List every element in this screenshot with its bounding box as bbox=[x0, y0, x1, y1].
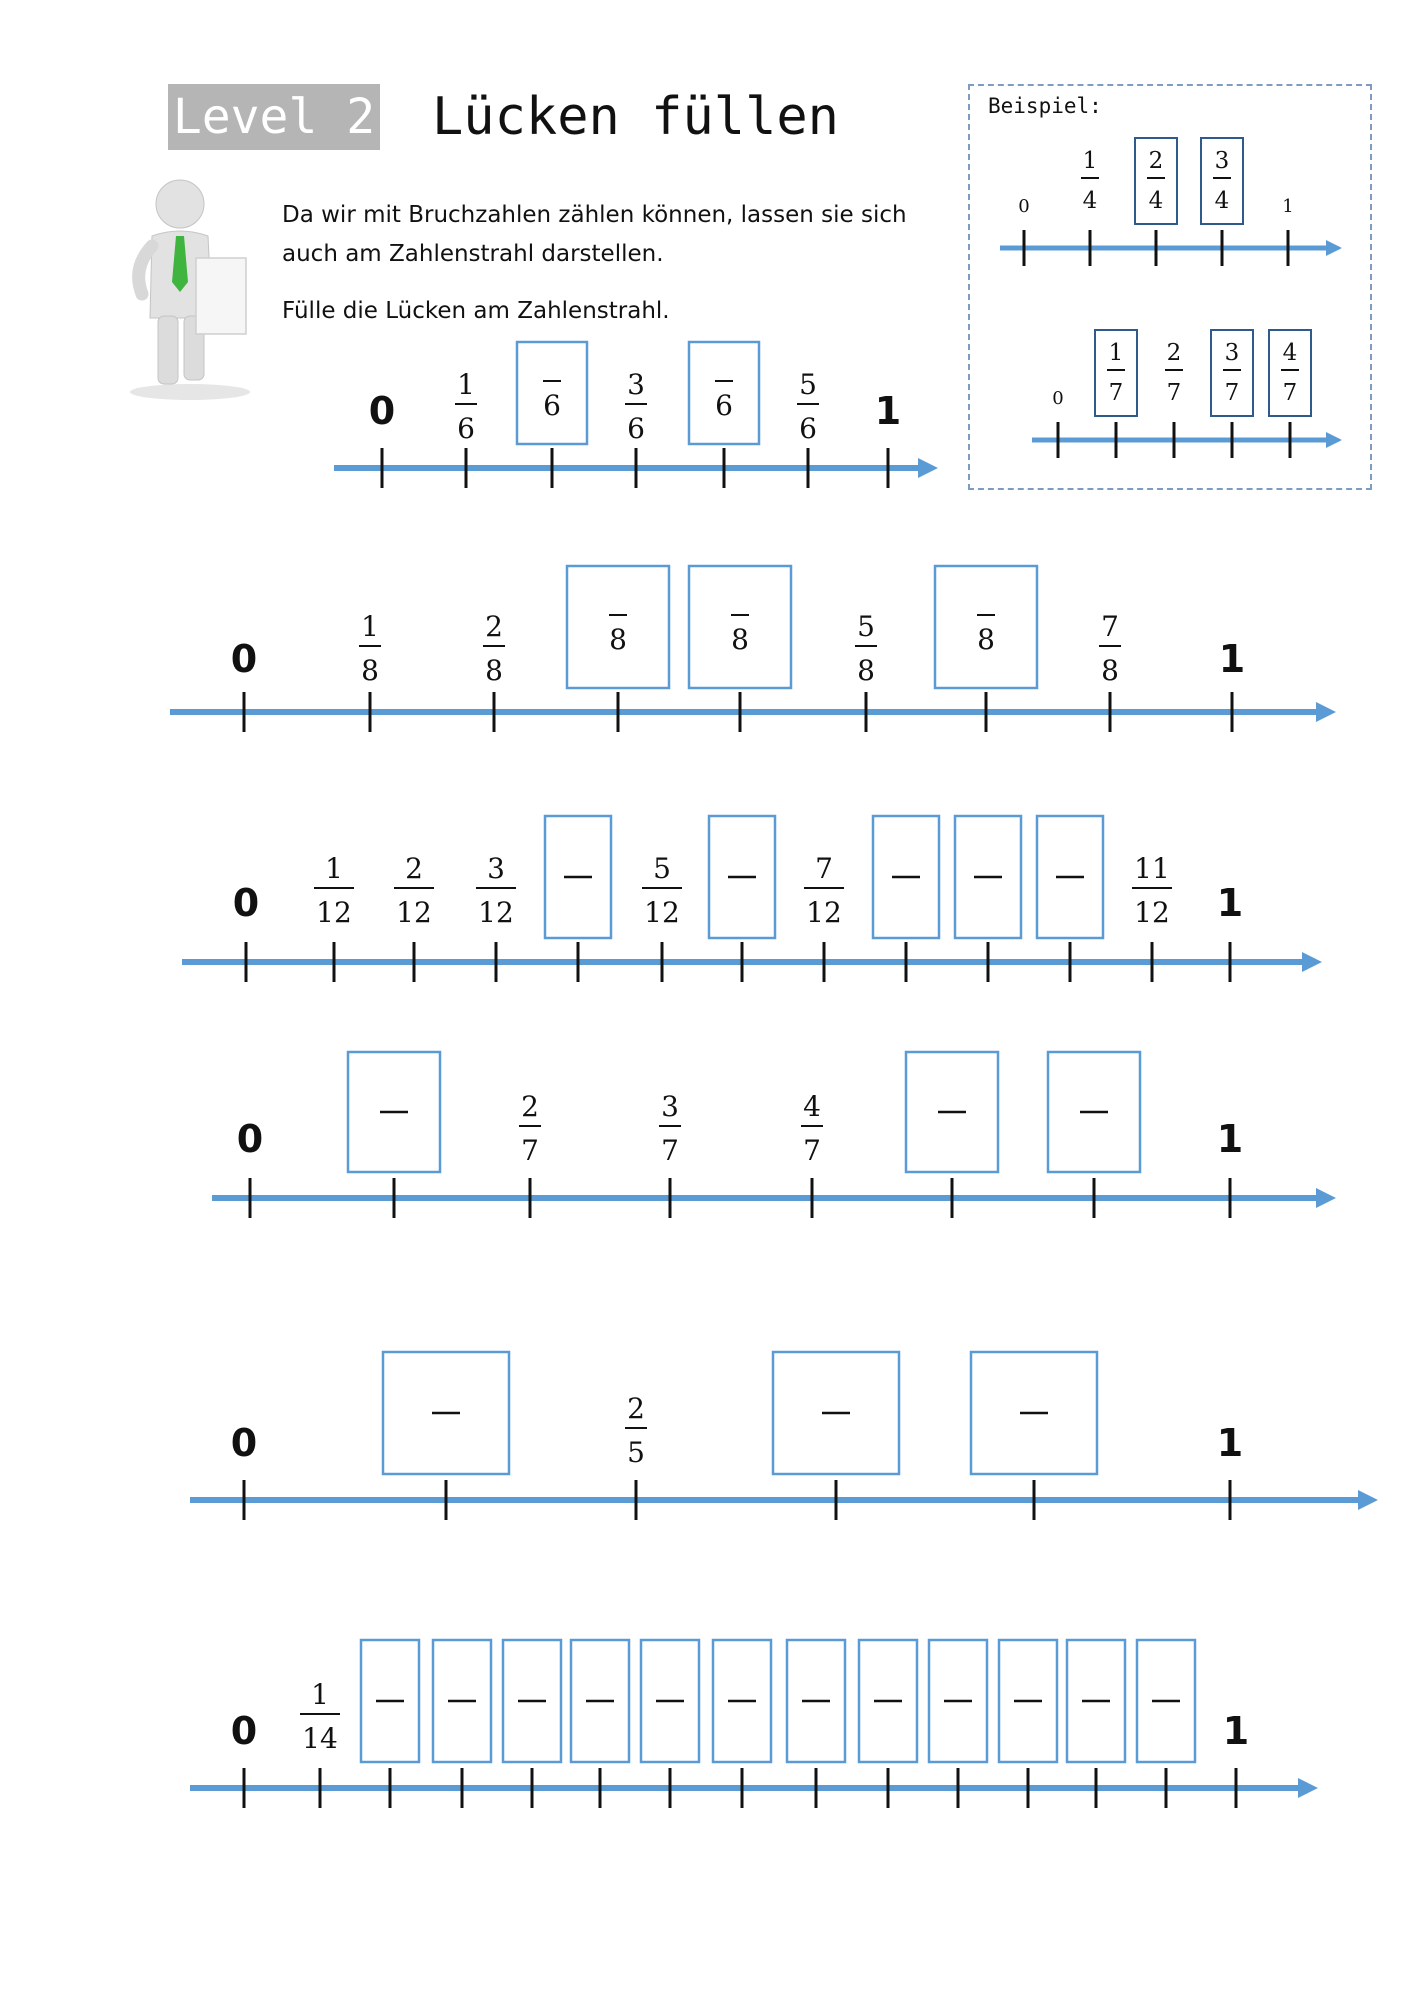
answer-box[interactable] bbox=[859, 1640, 917, 1762]
example-line-1 bbox=[1000, 138, 1342, 266]
example-fraction bbox=[1081, 148, 1099, 214]
denominator: 7 bbox=[661, 1134, 679, 1167]
start-label: 0 bbox=[368, 389, 396, 433]
fraction-label bbox=[519, 1090, 541, 1167]
answer-box[interactable] bbox=[713, 1640, 771, 1762]
denominator: 12 bbox=[478, 896, 514, 929]
example-boxed-fraction bbox=[1211, 330, 1253, 416]
fraction-label bbox=[642, 852, 682, 929]
answer-box[interactable] bbox=[567, 566, 669, 688]
number-line-2 bbox=[170, 566, 1336, 732]
denominator: 6 bbox=[715, 389, 733, 422]
example-title: Beispiel: bbox=[988, 94, 1102, 118]
start-label: 0 bbox=[230, 637, 258, 681]
numerator: 1 bbox=[457, 368, 475, 401]
answer-box[interactable] bbox=[641, 1640, 699, 1762]
denominator: 6 bbox=[543, 389, 561, 422]
denominator: 4 bbox=[1214, 188, 1230, 214]
denominator: 6 bbox=[627, 412, 645, 445]
answer-box[interactable] bbox=[689, 566, 791, 688]
level-badge: Level 2 bbox=[168, 84, 380, 150]
denominator: 8 bbox=[857, 654, 875, 687]
fraction-label bbox=[1099, 610, 1121, 687]
denominator: 12 bbox=[644, 896, 680, 929]
end-label: 1 bbox=[1216, 1117, 1244, 1161]
denominator: 8 bbox=[1101, 654, 1119, 687]
arrow-head-icon bbox=[918, 458, 938, 478]
number-line-3 bbox=[182, 816, 1322, 982]
answer-box[interactable] bbox=[545, 816, 611, 938]
answer-box[interactable] bbox=[773, 1352, 899, 1474]
numerator: 2 bbox=[405, 852, 423, 885]
page-title: Lücken füllen bbox=[432, 87, 839, 147]
answer-box[interactable] bbox=[709, 816, 775, 938]
denominator: 8 bbox=[485, 654, 503, 687]
arrow-head-icon bbox=[1358, 1490, 1378, 1510]
answer-box[interactable] bbox=[503, 1640, 561, 1762]
fraction-label bbox=[659, 1090, 681, 1167]
example-boxed-fraction bbox=[1135, 138, 1177, 224]
numerator: 5 bbox=[653, 852, 671, 885]
numerator: 1 bbox=[1108, 340, 1124, 366]
numerator: 2 bbox=[485, 610, 503, 643]
numerator: 1 bbox=[1082, 148, 1098, 174]
arrow-head-icon bbox=[1302, 952, 1322, 972]
answer-box[interactable] bbox=[1048, 1052, 1140, 1172]
denominator: 14 bbox=[302, 1722, 338, 1755]
fraction-label bbox=[1132, 852, 1172, 929]
numerator: 3 bbox=[661, 1090, 679, 1123]
end-label: 1 bbox=[1218, 637, 1246, 681]
number-line-4 bbox=[212, 1052, 1336, 1218]
answer-box[interactable] bbox=[361, 1640, 419, 1762]
numerator: 1 bbox=[311, 1678, 329, 1711]
numerator: 1 bbox=[361, 610, 379, 643]
fraction-label bbox=[804, 852, 844, 929]
end-label: 1 bbox=[1216, 1421, 1244, 1465]
fraction-label bbox=[483, 610, 505, 687]
denominator: 12 bbox=[316, 896, 352, 929]
fraction-label bbox=[300, 1678, 340, 1755]
answer-box[interactable] bbox=[971, 1352, 1097, 1474]
number-line-6 bbox=[190, 1640, 1318, 1808]
numerator: 3 bbox=[1214, 148, 1230, 174]
denominator: 4 bbox=[1082, 188, 1098, 214]
answer-box[interactable] bbox=[1037, 816, 1103, 938]
numerator: 2 bbox=[627, 1392, 645, 1425]
denominator: 7 bbox=[1108, 380, 1124, 406]
denominator: 8 bbox=[977, 623, 995, 656]
arrow-head-icon bbox=[1298, 1778, 1318, 1798]
fraction-label bbox=[797, 368, 819, 445]
start-label: 0 bbox=[236, 1117, 264, 1161]
example-boxed-fraction bbox=[1201, 138, 1243, 224]
answer-box[interactable] bbox=[689, 342, 759, 444]
answer-box[interactable] bbox=[935, 566, 1037, 688]
denominator: 7 bbox=[1282, 380, 1298, 406]
example-boxed-fraction bbox=[1095, 330, 1137, 416]
numerator: 7 bbox=[1101, 610, 1119, 643]
numerator: 4 bbox=[803, 1090, 821, 1123]
example-start-label: 0 bbox=[1052, 388, 1064, 409]
denominator: 7 bbox=[521, 1134, 539, 1167]
answer-box[interactable] bbox=[906, 1052, 998, 1172]
businessman-holding-paper-icon bbox=[130, 180, 250, 400]
answer-box[interactable] bbox=[433, 1640, 491, 1762]
instruction-text: Fülle die Lücken am Zahlenstrahl. bbox=[282, 298, 670, 324]
numerator: 3 bbox=[627, 368, 645, 401]
fraction-label bbox=[625, 1392, 647, 1469]
number-line-1 bbox=[334, 342, 938, 488]
answer-box[interactable] bbox=[1067, 1640, 1125, 1762]
arrow-head-icon bbox=[1316, 702, 1336, 722]
answer-box[interactable] bbox=[955, 816, 1021, 938]
numerator: 7 bbox=[815, 852, 833, 885]
example-fraction bbox=[1165, 340, 1183, 406]
denominator: 6 bbox=[457, 412, 475, 445]
numerator: 3 bbox=[1224, 340, 1240, 366]
example-start-label: 0 bbox=[1018, 196, 1030, 217]
numerator: 11 bbox=[1134, 852, 1170, 885]
answer-box[interactable] bbox=[517, 342, 587, 444]
example-end-label: 1 bbox=[1282, 196, 1294, 217]
fraction-label bbox=[314, 852, 354, 929]
fraction-label bbox=[394, 852, 434, 929]
numerator: 1 bbox=[325, 852, 343, 885]
denominator: 7 bbox=[1166, 380, 1182, 406]
denominator: 6 bbox=[799, 412, 817, 445]
end-label: 1 bbox=[1216, 881, 1244, 925]
answer-box[interactable] bbox=[787, 1640, 845, 1762]
numerator: 2 bbox=[1148, 148, 1164, 174]
fraction-label bbox=[455, 368, 477, 445]
denominator: 12 bbox=[1134, 896, 1170, 929]
start-label: 0 bbox=[230, 1421, 258, 1465]
answer-box[interactable] bbox=[1137, 1640, 1195, 1762]
numerator: 2 bbox=[521, 1090, 539, 1123]
arrow-head-icon bbox=[1326, 432, 1342, 448]
numerator: 3 bbox=[487, 852, 505, 885]
example-boxed-fraction bbox=[1269, 330, 1311, 416]
start-label: 0 bbox=[230, 1709, 258, 1753]
numerator: 4 bbox=[1282, 340, 1298, 366]
numerator: 2 bbox=[1166, 340, 1182, 366]
arrow-head-icon bbox=[1316, 1188, 1336, 1208]
answer-box[interactable] bbox=[873, 816, 939, 938]
fraction-label bbox=[801, 1090, 823, 1167]
answer-box[interactable] bbox=[929, 1640, 987, 1762]
numerator: 5 bbox=[857, 610, 875, 643]
answer-box[interactable] bbox=[348, 1052, 440, 1172]
arrow-head-icon bbox=[1326, 240, 1342, 256]
fraction-label bbox=[855, 610, 877, 687]
end-label: 1 bbox=[1222, 1709, 1250, 1753]
denominator: 8 bbox=[609, 623, 627, 656]
denominator: 12 bbox=[396, 896, 432, 929]
fraction-label bbox=[476, 852, 516, 929]
denominator: 5 bbox=[627, 1436, 645, 1469]
start-label: 0 bbox=[232, 881, 260, 925]
answer-box[interactable] bbox=[999, 1640, 1057, 1762]
end-label: 1 bbox=[874, 389, 902, 433]
answer-box[interactable] bbox=[383, 1352, 509, 1474]
fraction-label bbox=[359, 610, 381, 687]
denominator: 8 bbox=[731, 623, 749, 656]
denominator: 7 bbox=[803, 1134, 821, 1167]
fraction-label bbox=[625, 368, 647, 445]
denominator: 7 bbox=[1224, 380, 1240, 406]
intro-text: Da wir mit Bruchzahlen zählen können, lassen sie sich auch am Zahlenstrahl darstellen. bbox=[282, 202, 907, 267]
example-line-2 bbox=[1032, 330, 1342, 458]
answer-box[interactable] bbox=[571, 1640, 629, 1762]
denominator: 12 bbox=[806, 896, 842, 929]
denominator: 4 bbox=[1148, 188, 1164, 214]
numerator: 5 bbox=[799, 368, 817, 401]
denominator: 8 bbox=[361, 654, 379, 687]
number-line-5 bbox=[190, 1352, 1378, 1520]
